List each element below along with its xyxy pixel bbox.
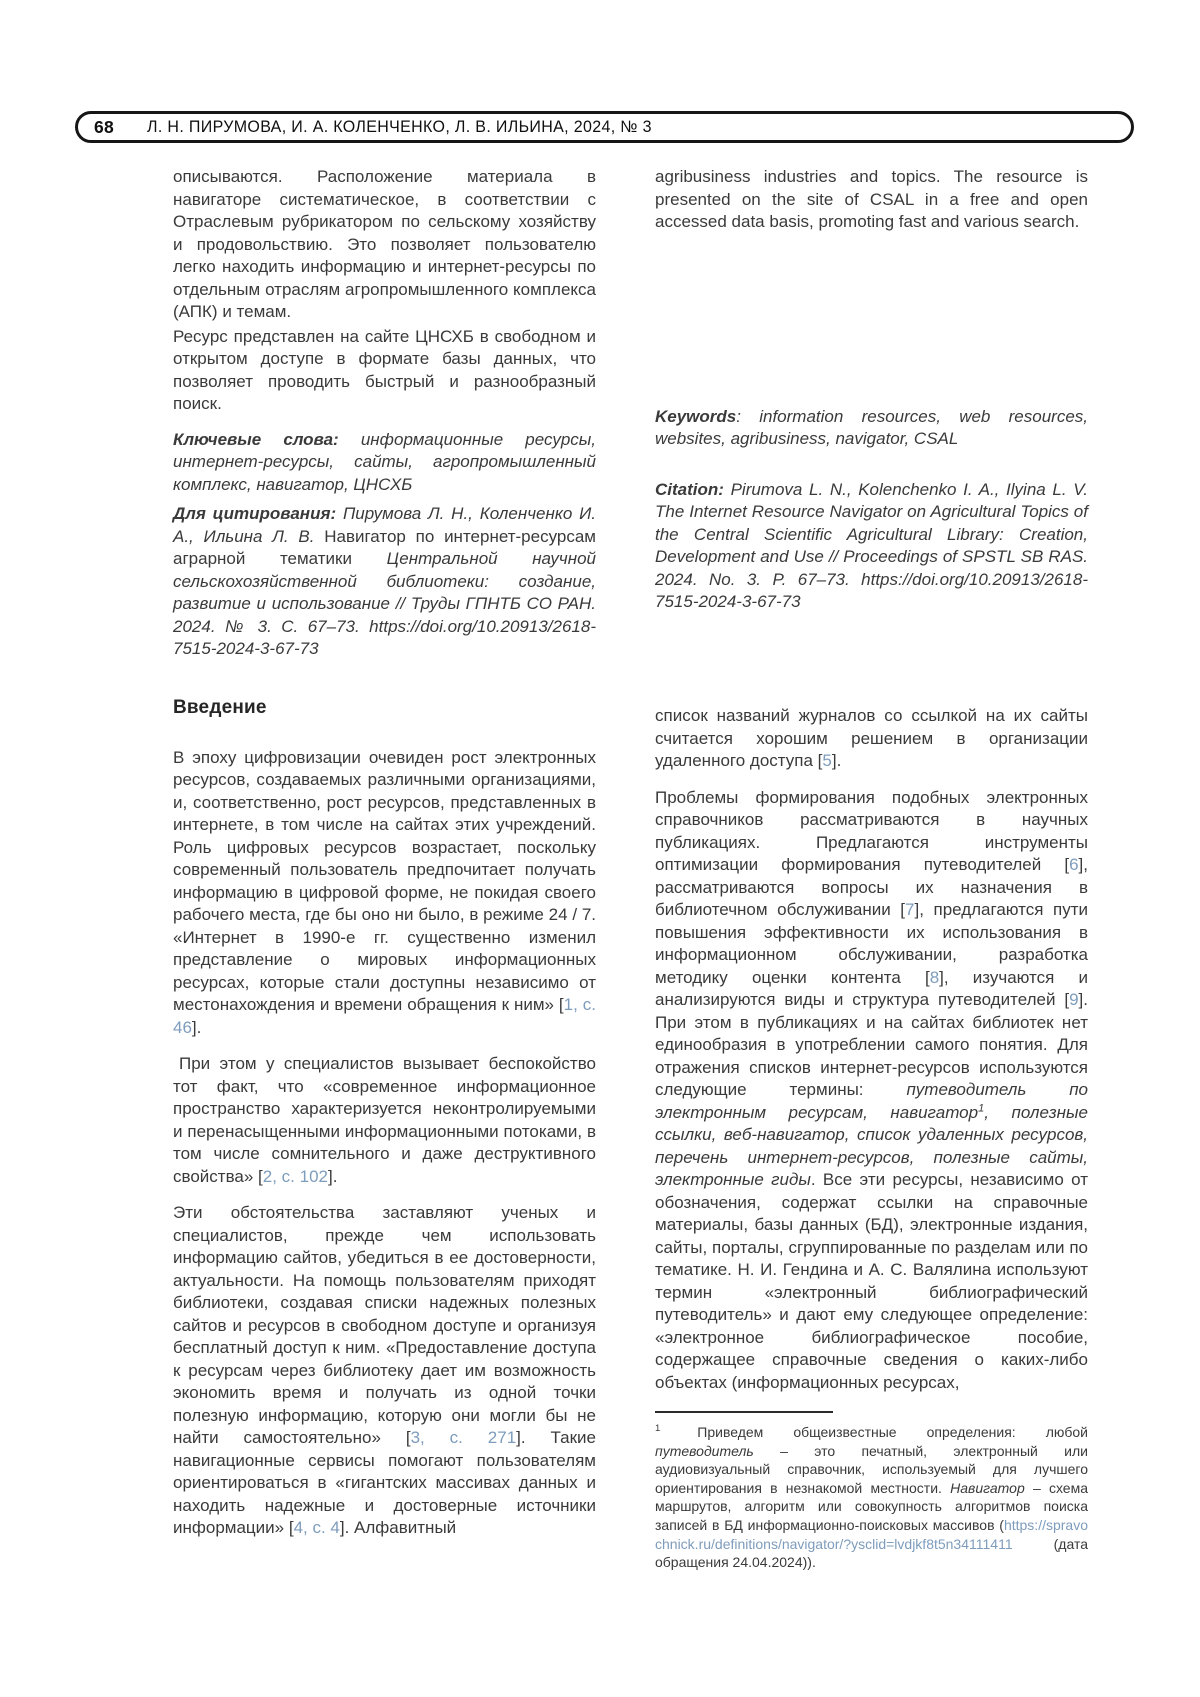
text-segment: ], предлагаются пути повышения эффективности их использования в информационном обслуживании, разработка методику оценки контента [ bbox=[655, 900, 1088, 987]
text-segment: Проблемы формирования подобных электронных справочников рассматриваются в научных публикациях. Предлагаются инструменты оптимизации формирования путеводителей [ bbox=[655, 787, 1088, 874]
citation-ref[interactable]: 2, с. 102 bbox=[262, 1166, 328, 1186]
text-segment: Pirumova L. N., Kolenchenko I. A., Ilyina L. V. The Internet Resource Navigator on Agricultural Topics of the Central Scientific Agricultural Library: Creation, Development and Use // Proceedings of SPSTL SB RAS. 2024. No. 3. P. 67–73. https://doi.org/10.20913/2618-7515-2024-3-67-73 bbox=[655, 479, 1088, 611]
text-segment: Ключевые слова: bbox=[173, 429, 361, 449]
text-segment: (дата обращения 24.04.2024)). bbox=[655, 1535, 1088, 1571]
footnote-marker-inline: 1 bbox=[978, 1101, 985, 1114]
abstract-ru-paragraph-1: описываются. Расположение материала в навигаторе систематическое, в соответствии с Отраслевым рубрикатором по сельскому хозяйству и продовольствию. Это позволяет пользователю легко находить информацию и интернет-ресурсы по отдельным отраслям агропромышленного комплекса (АПК) и темам. bbox=[173, 167, 596, 321]
text-segment: Для цитирования: bbox=[173, 504, 343, 523]
citation-ref[interactable]: 1, с. 46 bbox=[173, 995, 597, 1037]
url-link[interactable]: https://spravochnick.ru/definitions/navigator/?ysclid=lvdjkf8t5n34111411 bbox=[655, 1516, 1088, 1552]
running-head bbox=[75, 111, 1134, 143]
abstract-english bbox=[655, 166, 1088, 614]
intro-paragraph-1 bbox=[173, 747, 596, 1040]
citation-ref[interactable]: 4, с. 4 bbox=[293, 1518, 340, 1537]
footnote-rule bbox=[655, 1411, 833, 1413]
text-segment: При этом у специалистов вызывает беспокойство тот факт, что «современное информационное пространство характеризуется неконтролируемыми и перенасыщенными информационными потоками, в том числе сомнительного и даже деструктивного свойства» [ bbox=[173, 1054, 596, 1186]
footnote bbox=[655, 1423, 1088, 1572]
section-heading-introduction: Введение bbox=[173, 697, 267, 718]
text-segment: Эти обстоятельства заставляют ученых и специалистов, прежде чем использовать информацию сайтов, убедиться в ее достоверности, актуальности. На помощь пользователям приходят библиотеки, создавая списки надежных полезных сайтов и ресурсов в свободном доступе и организуя бесплатный доступ к ним. «Предоставление доступа к ресурсам через библиотеку дает им возможность экономить время и получать из одной точки полезную информацию, которую они могли бы не найти самостоятельно» [ bbox=[173, 1203, 596, 1447]
text-segment: ]. Такие навигационные сервисы помогают пользователям ориентироваться в «гигантских массивах данных и находить надежные и достоверные источники информации» [ bbox=[173, 1428, 596, 1537]
abstract-russian bbox=[173, 166, 596, 661]
body-column-left bbox=[173, 697, 596, 1540]
text-segment: В эпоху цифровизации очевиден рост электронных ресурсов, создаваемых различными организациями, и, соответственно, рост ресурсов, представленных в интернете, в том числе на сайтах этих учреждений. Роль цифровых ресурсов возрастает, поскольку современный пользователь предпочитает получать информацию в цифровой форме, не покидая своего рабочего места, где бы оно ни было, в режиме 24 / 7. «Интернет в 1990-е гг. существенно изменил представление о мировых информационных ресурсах, которые стали доступны независимо от местонахождения и времени обращения к ним» [ bbox=[173, 747, 596, 1014]
citation-ref[interactable]: 7 bbox=[905, 900, 915, 919]
text-segment: Citation: bbox=[655, 479, 731, 499]
text-segment: путеводитель по электронным ресурсам, навигатор bbox=[655, 1080, 1089, 1122]
citation-ref[interactable]: 3, с. 271 bbox=[410, 1428, 517, 1447]
text-segment: список названий журналов со ссылкой на их сайты считается хорошим решением в организации удаленного доступа [ bbox=[655, 706, 1088, 770]
text-segment: информационные ресурсы, интернет-ресурсы, сайты, агропромышленный комплекс, навигатор, ЦНСХБ bbox=[173, 429, 597, 494]
abstract-ru-paragraph-2: Ресурс представлен на сайте ЦНСХБ в свободном и открытом доступе в формате базы данных, что позволяет проводить быстрый и разнообразный поиск. bbox=[173, 326, 596, 413]
intro-paragraph-5 bbox=[655, 787, 1088, 1395]
text-segment: ], изучаются и анализируются виды и структура путеводителей [ bbox=[655, 967, 1088, 1009]
footnote-marker: 1 bbox=[655, 1423, 661, 1435]
text-segment: . Все эти ресурсы, независимо от обозначения, содержат ссылки на справочные материалы, базы данных (БД), электронные издания, сайты, порталы, сгруппированные по разделам или по тематике. Н. И. Гендина и А. С. Валялина используют термин «электронный библиографический путеводитель» и дают ему следующее определение: «электронное библиографическое пособие, содержащее справочные сведения о каких-либо объектах (информационных ресурсах, bbox=[655, 1170, 1088, 1392]
text-segment: , полезные ссылки, веб-навигатор, список удаленных ресурсов, перечень интернет-ресурсов, полезные сайты, электронные гиды bbox=[655, 1102, 1088, 1189]
text-segment: ], рассматриваются вопросы их назначения в библиотечном обслуживании [ bbox=[655, 855, 1088, 919]
page-number: 68 bbox=[94, 116, 115, 137]
text-segment: – это печатный, электронный или аудиовизуальный справочник, используемый для лучшего ориентирования в незнакомой местности. bbox=[655, 1442, 1088, 1496]
text-segment: – схема маршрутов, алгоритм или совокупность алгоритмов поиска записей в БД информационно-поисковых массивов ( bbox=[655, 1479, 1088, 1533]
intro-paragraph-3 bbox=[173, 1202, 596, 1540]
text-segment: : information resources, web resources, websites, agribusiness, navigator, CSAL bbox=[655, 406, 1088, 448]
text-segment: ]. bbox=[328, 1166, 338, 1186]
citation-ref[interactable]: 6 bbox=[1069, 855, 1079, 874]
text-segment: ]. При этом в публикациях и на сайтах библиотек нет единообразия в употреблении самого понятия. Для отражения списков интернет-ресурсов используются следующие термины: bbox=[655, 990, 1088, 1099]
text-segment: Навигатор по интернет-ресурсам аграрной тематики bbox=[173, 526, 596, 568]
text-segment: Навигатор bbox=[950, 1479, 1025, 1496]
text-segment: Пирумова Л. Н., Коленченко И. А., Ильина Л. В. bbox=[173, 504, 596, 546]
text-segment: Keywords bbox=[655, 406, 737, 426]
citation-ref[interactable]: 9 bbox=[1069, 990, 1079, 1009]
keywords-ru bbox=[173, 429, 596, 497]
text-segment: Центральной научной сельскохозяйственной библиотеки: создание, развитие и использование // Труды ГПНТБ СО РАН. 2024. № 3. С. 67–73. https://doi.org/10.20913/2618-7515-2024-3-67-73 bbox=[173, 549, 596, 658]
citation-ru bbox=[173, 503, 596, 661]
citation-ref[interactable]: 5 bbox=[822, 751, 832, 770]
keywords-en bbox=[655, 406, 1088, 451]
text-segment: Приведем общеизвестные определения: любой bbox=[697, 1424, 1088, 1440]
citation-ref[interactable]: 8 bbox=[929, 967, 940, 987]
running-title: Л. Н. ПИРУМОВА, И. А. КОЛЕНЧЕНКО, Л. В. ИЛЬИНА, 2024, № 3 bbox=[147, 117, 652, 136]
text-segment: путеводитель bbox=[655, 1442, 754, 1459]
citation-en bbox=[655, 479, 1088, 614]
text-segment: ]. bbox=[831, 751, 842, 770]
intro-paragraph-2 bbox=[173, 1053, 596, 1188]
body-column-right bbox=[655, 705, 1088, 1572]
text-segment: ]. bbox=[191, 1017, 202, 1037]
text-segment: ]. Алфавитный bbox=[339, 1518, 457, 1537]
abstract-en-paragraph-1: agribusiness industries and topics. The resource is presented on the site of CSAL in a free and open accessed data basis, promoting fast and various search. bbox=[655, 167, 1088, 231]
intro-paragraph-4 bbox=[655, 705, 1088, 773]
